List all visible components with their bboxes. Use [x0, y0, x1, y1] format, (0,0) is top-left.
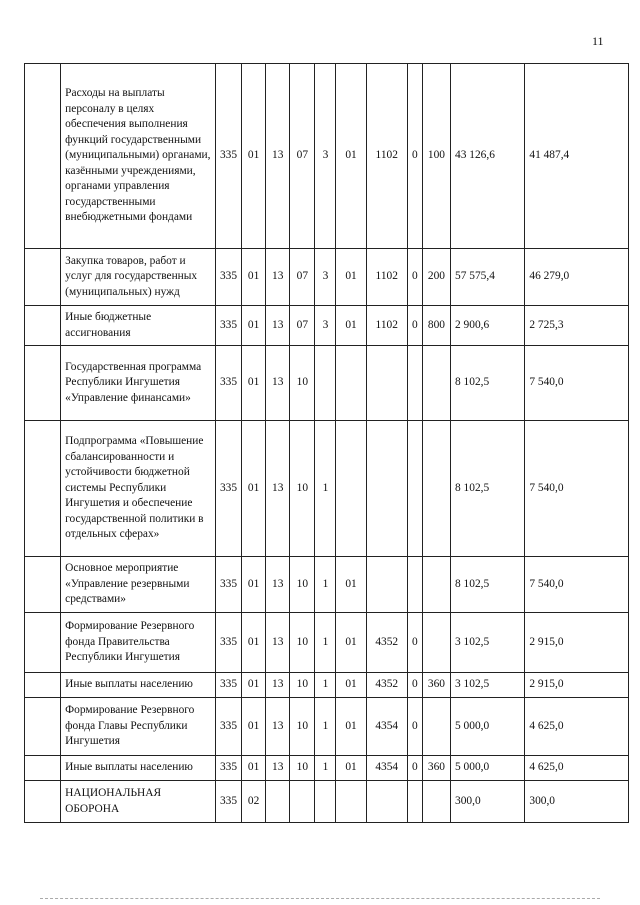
- code-cell-c6: 01: [336, 698, 366, 756]
- amount-cell-first: 43 126,6: [451, 64, 525, 249]
- row-name-cell: Иные выплаты населению: [61, 756, 216, 781]
- code-cell-c8: 0: [407, 64, 422, 249]
- code-cell-c6: 01: [336, 249, 366, 306]
- empty-cell: [25, 249, 61, 306]
- code-cell-c9: [422, 557, 450, 613]
- code-cell-c5: 1: [315, 613, 336, 673]
- code-cell-c4: 10: [290, 421, 315, 557]
- code-cell-c5: 1: [315, 698, 336, 756]
- amount-cell-second: 2 725,3: [525, 306, 629, 346]
- code-cell-c1: 335: [215, 346, 241, 421]
- code-cell-c1: 335: [215, 557, 241, 613]
- page-number: 11: [592, 34, 604, 48]
- code-cell-c4: 10: [290, 756, 315, 781]
- table-row: [25, 781, 629, 823]
- budget-table: [24, 63, 629, 823]
- code-cell-c8: [407, 557, 422, 613]
- empty-cell: [25, 306, 61, 346]
- code-cell-c5: 3: [315, 64, 336, 249]
- code-cell-c5: 3: [315, 306, 336, 346]
- code-cell-c9: 200: [422, 249, 450, 306]
- code-cell-c7: 1102: [366, 306, 407, 346]
- empty-cell: [25, 64, 61, 249]
- code-cell-c7: 4352: [366, 613, 407, 673]
- code-cell-c8: 0: [407, 306, 422, 346]
- empty-cell: [25, 781, 61, 823]
- empty-cell: [25, 756, 61, 781]
- amount-cell-first: 5 000,0: [451, 698, 525, 756]
- code-cell-c5: 1: [315, 557, 336, 613]
- code-cell-c4: 10: [290, 698, 315, 756]
- row-name-cell: Расходы на выплаты персоналу в целях обеспечения выполнения функций государственными (муниципальными) органами, казёнными учреждениями, органами управления государственными внебюджетными фондами: [61, 64, 216, 249]
- code-cell-c2: 01: [242, 698, 266, 756]
- code-cell-c4: [290, 781, 315, 823]
- code-cell-c1: 335: [215, 306, 241, 346]
- code-cell-c7: [366, 781, 407, 823]
- table-row: [25, 756, 629, 781]
- row-name-cell: Государственная программа Республики Ингушетия «Управление финансами»: [61, 346, 216, 421]
- table-row: [25, 249, 629, 306]
- row-name-cell: Формирование Резервного фонда Правительства Республики Ингушетия: [61, 613, 216, 673]
- code-cell-c1: 335: [215, 613, 241, 673]
- code-cell-c9: [422, 346, 450, 421]
- code-cell-c2: 01: [242, 64, 266, 249]
- code-cell-c7: 1102: [366, 64, 407, 249]
- code-cell-c6: 01: [336, 756, 366, 781]
- amount-cell-second: 4 625,0: [525, 756, 629, 781]
- row-name-cell: Иные выплаты населению: [61, 673, 216, 698]
- amount-cell-first: 300,0: [451, 781, 525, 823]
- amount-cell-second: 4 625,0: [525, 698, 629, 756]
- table-row: [25, 557, 629, 613]
- code-cell-c3: 13: [266, 421, 290, 557]
- code-cell-c9: 360: [422, 673, 450, 698]
- code-cell-c1: 335: [215, 673, 241, 698]
- code-cell-c2: 01: [242, 613, 266, 673]
- amount-cell-second: 41 487,4: [525, 64, 629, 249]
- code-cell-c3: [266, 781, 290, 823]
- bottom-rule: [40, 898, 600, 899]
- code-cell-c6: [336, 346, 366, 421]
- code-cell-c4: 07: [290, 306, 315, 346]
- code-cell-c2: 02: [242, 781, 266, 823]
- code-cell-c9: 100: [422, 64, 450, 249]
- code-cell-c8: 0: [407, 613, 422, 673]
- code-cell-c4: 10: [290, 557, 315, 613]
- table-row: [25, 613, 629, 673]
- amount-cell-first: 2 900,6: [451, 306, 525, 346]
- code-cell-c6: [336, 781, 366, 823]
- code-cell-c2: 01: [242, 249, 266, 306]
- row-name-cell: НАЦИОНАЛЬНАЯ ОБОРОНА: [61, 781, 216, 823]
- code-cell-c3: 13: [266, 64, 290, 249]
- code-cell-c9: [422, 781, 450, 823]
- code-cell-c8: 0: [407, 249, 422, 306]
- code-cell-c1: 335: [215, 249, 241, 306]
- code-cell-c6: 01: [336, 64, 366, 249]
- amount-cell-first: 3 102,5: [451, 613, 525, 673]
- empty-cell: [25, 673, 61, 698]
- code-cell-c5: [315, 781, 336, 823]
- amount-cell-first: 57 575,4: [451, 249, 525, 306]
- code-cell-c9: [422, 613, 450, 673]
- code-cell-c1: 335: [215, 781, 241, 823]
- code-cell-c9: 360: [422, 756, 450, 781]
- code-cell-c7: 4354: [366, 756, 407, 781]
- code-cell-c7: [366, 421, 407, 557]
- amount-cell-first: 8 102,5: [451, 346, 525, 421]
- amount-cell-second: 300,0: [525, 781, 629, 823]
- code-cell-c8: [407, 346, 422, 421]
- row-name-cell: Основное мероприятие «Управление резервными средствами»: [61, 557, 216, 613]
- empty-cell: [25, 346, 61, 421]
- code-cell-c2: 01: [242, 346, 266, 421]
- amount-cell-second: 7 540,0: [525, 557, 629, 613]
- code-cell-c7: 4352: [366, 673, 407, 698]
- amount-cell-first: 3 102,5: [451, 673, 525, 698]
- code-cell-c7: [366, 557, 407, 613]
- code-cell-c3: 13: [266, 249, 290, 306]
- table-row: [25, 346, 629, 421]
- code-cell-c5: 1: [315, 673, 336, 698]
- table-row: [25, 698, 629, 756]
- empty-cell: [25, 557, 61, 613]
- table-body: [25, 64, 629, 823]
- code-cell-c6: 01: [336, 306, 366, 346]
- code-cell-c2: 01: [242, 306, 266, 346]
- code-cell-c6: 01: [336, 613, 366, 673]
- code-cell-c4: 10: [290, 673, 315, 698]
- code-cell-c5: 1: [315, 756, 336, 781]
- code-cell-c2: 01: [242, 673, 266, 698]
- code-cell-c8: 0: [407, 698, 422, 756]
- code-cell-c8: [407, 421, 422, 557]
- code-cell-c7: 1102: [366, 249, 407, 306]
- table-row: [25, 306, 629, 346]
- code-cell-c3: 13: [266, 698, 290, 756]
- code-cell-c8: 0: [407, 756, 422, 781]
- code-cell-c2: 01: [242, 557, 266, 613]
- row-name-cell: Подпрограмма «Повышение сбалансированности и устойчивости бюджетной системы Республики Ингушетия и обеспечение государственной политики в отдельных сферах»: [61, 421, 216, 557]
- code-cell-c1: 335: [215, 698, 241, 756]
- code-cell-c8: 0: [407, 673, 422, 698]
- code-cell-c1: 335: [215, 64, 241, 249]
- code-cell-c5: 1: [315, 421, 336, 557]
- code-cell-c3: 13: [266, 306, 290, 346]
- code-cell-c4: 07: [290, 249, 315, 306]
- code-cell-c3: 13: [266, 756, 290, 781]
- table-row: [25, 421, 629, 557]
- row-name-cell: Закупка товаров, работ и услуг для государственных (муниципальных) нужд: [61, 249, 216, 306]
- empty-cell: [25, 698, 61, 756]
- code-cell-c4: 07: [290, 64, 315, 249]
- amount-cell-first: 5 000,0: [451, 756, 525, 781]
- code-cell-c1: 335: [215, 421, 241, 557]
- table-row: [25, 673, 629, 698]
- row-name-cell: Формирование Резервного фонда Главы Республики Ингушетия: [61, 698, 216, 756]
- code-cell-c7: 4354: [366, 698, 407, 756]
- empty-cell: [25, 613, 61, 673]
- code-cell-c6: [336, 421, 366, 557]
- code-cell-c9: [422, 698, 450, 756]
- amount-cell-first: 8 102,5: [451, 421, 525, 557]
- code-cell-c4: 10: [290, 613, 315, 673]
- amount-cell-second: 2 915,0: [525, 673, 629, 698]
- code-cell-c5: [315, 346, 336, 421]
- code-cell-c1: 335: [215, 756, 241, 781]
- code-cell-c3: 13: [266, 613, 290, 673]
- code-cell-c3: 13: [266, 346, 290, 421]
- code-cell-c5: 3: [315, 249, 336, 306]
- code-cell-c4: 10: [290, 346, 315, 421]
- code-cell-c3: 13: [266, 557, 290, 613]
- amount-cell-first: 8 102,5: [451, 557, 525, 613]
- table-row: [25, 64, 629, 249]
- code-cell-c9: 800: [422, 306, 450, 346]
- code-cell-c8: [407, 781, 422, 823]
- amount-cell-second: 7 540,0: [525, 346, 629, 421]
- code-cell-c6: 01: [336, 673, 366, 698]
- code-cell-c3: 13: [266, 673, 290, 698]
- code-cell-c7: [366, 346, 407, 421]
- amount-cell-second: 7 540,0: [525, 421, 629, 557]
- row-name-cell: Иные бюджетные ассигнования: [61, 306, 216, 346]
- amount-cell-second: 2 915,0: [525, 613, 629, 673]
- code-cell-c2: 01: [242, 421, 266, 557]
- code-cell-c2: 01: [242, 756, 266, 781]
- code-cell-c6: 01: [336, 557, 366, 613]
- empty-cell: [25, 421, 61, 557]
- code-cell-c9: [422, 421, 450, 557]
- amount-cell-second: 46 279,0: [525, 249, 629, 306]
